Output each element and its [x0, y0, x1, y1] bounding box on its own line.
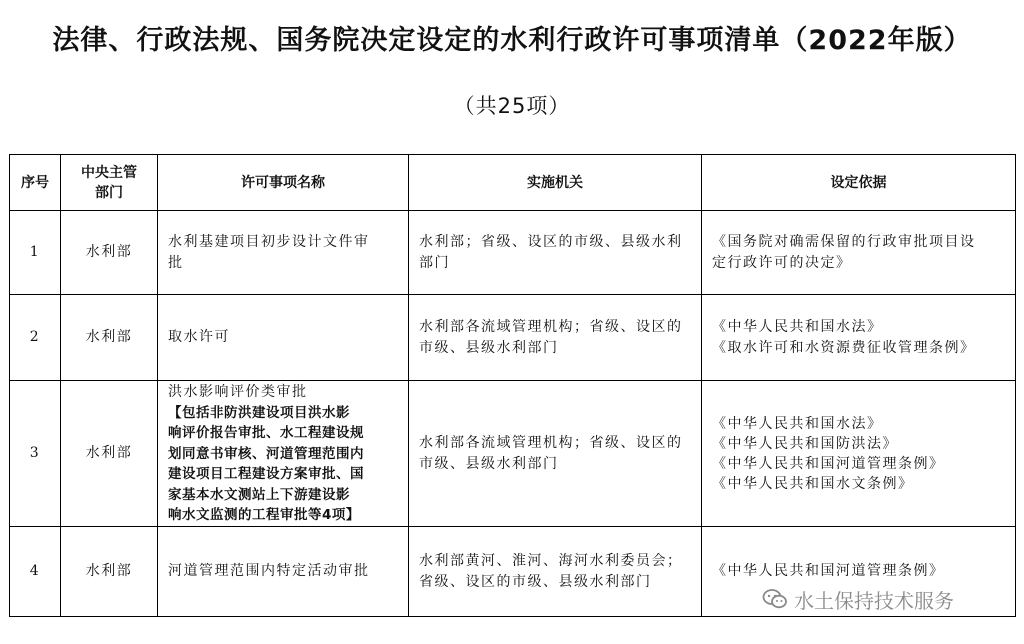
row-authority: [409, 211, 702, 295]
permit-table: [9, 154, 1016, 617]
row-authority: [409, 527, 702, 617]
basis-line: 《中华人民共和国水法》: [712, 318, 883, 335]
header-name: 许可事项名称: [158, 155, 409, 211]
header-basis: 设定依据: [702, 155, 1016, 211]
permit-scope-note: 响评价报告审批、水工程建设规: [168, 425, 364, 441]
authority-line: 水利部各流域管理机构；省级、设区的: [419, 434, 683, 451]
basis-line: 《取水许可和水资源费征收管理条例》: [712, 339, 976, 356]
page-subtitle: （共25项）: [453, 94, 571, 118]
permit-name-line: 水利基建项目初步设计文件审: [168, 233, 370, 250]
permit-scope-note: 建设项目工程建设方案审批、国: [168, 466, 364, 482]
header-dept-line2: 部门: [95, 184, 123, 201]
permit-name-title: 洪水影响评价类审批: [168, 383, 308, 400]
row-no: 3: [10, 381, 61, 527]
basis-line: 定行政许可的决定》: [712, 254, 852, 271]
table-row: [10, 381, 1016, 527]
basis-line: 《中华人民共和国水文条例》: [712, 475, 914, 492]
row-dept: 水利部: [61, 381, 158, 527]
watermark: [762, 585, 954, 613]
authority-line: 水利部各流域管理机构；省级、设区的: [419, 318, 683, 335]
permit-name-line: 取水许可: [168, 329, 230, 345]
row-legal-basis: [702, 211, 1016, 295]
row-authority: [409, 381, 702, 527]
header-no: 序号: [10, 155, 61, 211]
authority-line: 市级、县级水利部门: [419, 339, 559, 356]
wechat-official-account-icon: [762, 588, 788, 610]
permit-scope-note: 响水文监测的工程审批等4项】: [168, 507, 360, 523]
basis-line: 《国务院对确需保留的行政审批项目设: [712, 233, 976, 250]
row-permit-name: [158, 527, 409, 617]
permit-name-line: 河道管理范围内特定活动审批: [168, 563, 370, 579]
authority-line: 水利部黄河、淮河、海河水利委员会；: [419, 552, 683, 569]
row-permit-name: [158, 295, 409, 381]
basis-line: 《中华人民共和国河道管理条例》: [712, 563, 945, 579]
watermark-text: 水土保持技术服务: [794, 588, 954, 613]
row-dept: 水利部: [61, 211, 158, 295]
header-dept: [61, 155, 158, 211]
permit-scope-note: 划同意书审核、河道管理范围内: [168, 445, 364, 462]
header-org: 实施机关: [409, 155, 702, 211]
row-no: 1: [10, 211, 61, 295]
row-legal-basis: [702, 381, 1016, 527]
basis-line: 《中华人民共和国水法》: [712, 415, 883, 432]
authority-line: 市级、县级水利部门: [419, 455, 559, 472]
table-row: [10, 211, 1016, 295]
row-no: 2: [10, 295, 61, 381]
permit-scope-note: 家基本水文测站上下游建设影: [168, 486, 350, 503]
permit-name-line: 批: [168, 254, 184, 271]
table-header-row: [10, 155, 1016, 211]
row-permit-name: [158, 211, 409, 295]
basis-line: 《中华人民共和国河道管理条例》: [712, 455, 945, 472]
authority-line: 部门: [419, 254, 450, 271]
row-no: 4: [10, 527, 61, 617]
authority-line: 水利部；省级、设区的市级、县级水利: [419, 233, 683, 250]
authority-line: 省级、设区的市级、县级水利部门: [419, 573, 652, 590]
page-title: 法律、行政法规、国务院决定设定的水利行政许可事项清单（2022年版）: [52, 25, 972, 56]
row-authority: [409, 295, 702, 381]
table-row: [10, 295, 1016, 381]
row-legal-basis: [702, 295, 1016, 381]
row-dept: 水利部: [61, 295, 158, 381]
row-dept: 水利部: [61, 527, 158, 617]
permit-scope-note: 【包括非防洪建设项目洪水影: [168, 404, 350, 421]
row-permit-name: [158, 381, 409, 527]
header-dept-line1: 中央主管: [81, 164, 137, 181]
basis-line: 《中华人民共和国防洪法》: [712, 435, 898, 452]
